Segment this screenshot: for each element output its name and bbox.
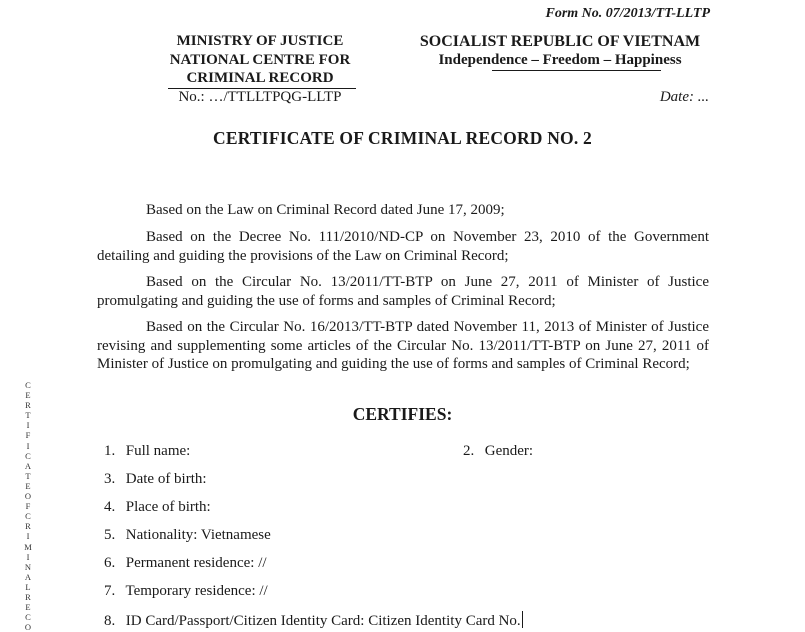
preamble-paragraph: Based on the Law on Criminal Record dated June 17, 2009;: [146, 202, 505, 218]
field-label: Permanent residence: //: [125, 555, 267, 571]
side-watermark: [22, 380, 34, 632]
agency-line-3: CRIMINAL RECORD: [186, 70, 334, 86]
watermark-letter: I: [26, 440, 30, 451]
watermark-letter: R: [25, 591, 31, 602]
preamble-paragraph: Based on the Circular No. 16/2013/TT-BTP dated November 11, 2013 of Minister of Justice revising and supplementing some articles of the Circular No. 13/2011/TT-BTP on June 27, 2011 of Minister of Justice on promulgating and guiding the use of forms and samples of Criminal Record;: [97, 319, 709, 372]
watermark-letter: F: [25, 501, 31, 512]
watermark-letter: A: [24, 460, 32, 471]
certifies-heading: CERTIFIES:: [352, 404, 453, 424]
field-number: 5.: [104, 527, 116, 543]
motto-underline: [492, 70, 661, 71]
preamble-paragraph: Based on the Decree No. 111/2010/ND-CP on November 23, 2010 of the Government detailing and guiding the provisions of the Law on Criminal Record;: [97, 229, 709, 264]
watermark-letter: E: [25, 602, 31, 613]
watermark-letter: F: [25, 430, 31, 441]
field-label: Place of birth:: [125, 499, 211, 515]
field-id-card[interactable]: [104, 611, 523, 630]
field-number: 4.: [104, 499, 116, 515]
watermark-letter: T: [25, 470, 31, 481]
field-number: 1.: [104, 443, 116, 459]
field-number: 6.: [104, 555, 116, 571]
field-number: 8.: [104, 613, 116, 629]
watermark-letter: C: [25, 450, 31, 461]
watermark-letter: E: [25, 390, 31, 401]
watermark-letter: L: [25, 581, 31, 592]
field-label: Temporary residence: //: [125, 583, 268, 599]
agency-line-2: NATIONAL CENTRE FOR: [169, 51, 351, 68]
field-number: 7.: [104, 583, 116, 599]
field-label: ID Card/Passport/Citizen Identity Card: Citizen Identity Card No.: [125, 613, 521, 629]
field-label: Full name:: [125, 443, 191, 459]
national-motto: Independence – Freedom – Happiness: [438, 52, 682, 68]
watermark-letter: C: [25, 511, 31, 522]
watermark-letter: C: [25, 612, 31, 623]
preamble-paragraph: Based on the Circular No. 13/2011/TT-BTP on June 27, 2011 of Minister of Justice promulgating and guiding the use of forms and samples of Criminal Record;: [97, 274, 709, 309]
field-number: 2.: [463, 443, 475, 459]
national-header: [400, 32, 720, 70]
certificate-title: CERTIFICATE OF CRIMINAL RECORD NO. 2: [213, 128, 592, 148]
watermark-letter: R: [25, 521, 31, 532]
watermark-letter: N: [24, 561, 32, 572]
field-place-of-birth[interactable]: [104, 499, 211, 516]
text-cursor: [522, 611, 523, 628]
watermark-letter: M: [24, 541, 32, 552]
watermark-letter: A: [24, 571, 32, 582]
watermark-letter: C: [25, 380, 31, 390]
document-number: No.: …/TTLLTPQG-LLTP: [178, 89, 342, 105]
issue-date: Date: ...: [659, 89, 709, 105]
field-number: 3.: [104, 471, 116, 487]
watermark-letter: O: [24, 622, 32, 632]
watermark-letter: I: [26, 551, 30, 562]
agency-line-1: MINISTRY OF JUSTICE: [176, 33, 344, 49]
form-number: Form No. 07/2013/TT-LLTP: [545, 6, 710, 21]
field-date-of-birth[interactable]: [104, 471, 207, 488]
watermark-letter: O: [24, 491, 32, 502]
field-nationality[interactable]: [104, 527, 271, 544]
watermark-letter: I: [26, 531, 30, 542]
field-label: Gender:: [484, 443, 534, 459]
field-label: Nationality: Vietnamese: [125, 527, 271, 543]
watermark-letter: R: [25, 400, 31, 411]
field-label: Date of birth:: [125, 471, 207, 487]
field-full-name[interactable]: [104, 443, 190, 460]
field-gender[interactable]: [463, 443, 533, 460]
country-name: SOCIALIST REPUBLIC OF VIETNAM: [419, 33, 701, 50]
watermark-letter: E: [25, 480, 31, 491]
watermark-letter: T: [25, 410, 31, 421]
watermark-letter: I: [26, 420, 30, 431]
issuing-agency: [130, 32, 390, 88]
field-permanent-residence[interactable]: [104, 555, 267, 572]
field-temporary-residence[interactable]: [104, 583, 268, 600]
